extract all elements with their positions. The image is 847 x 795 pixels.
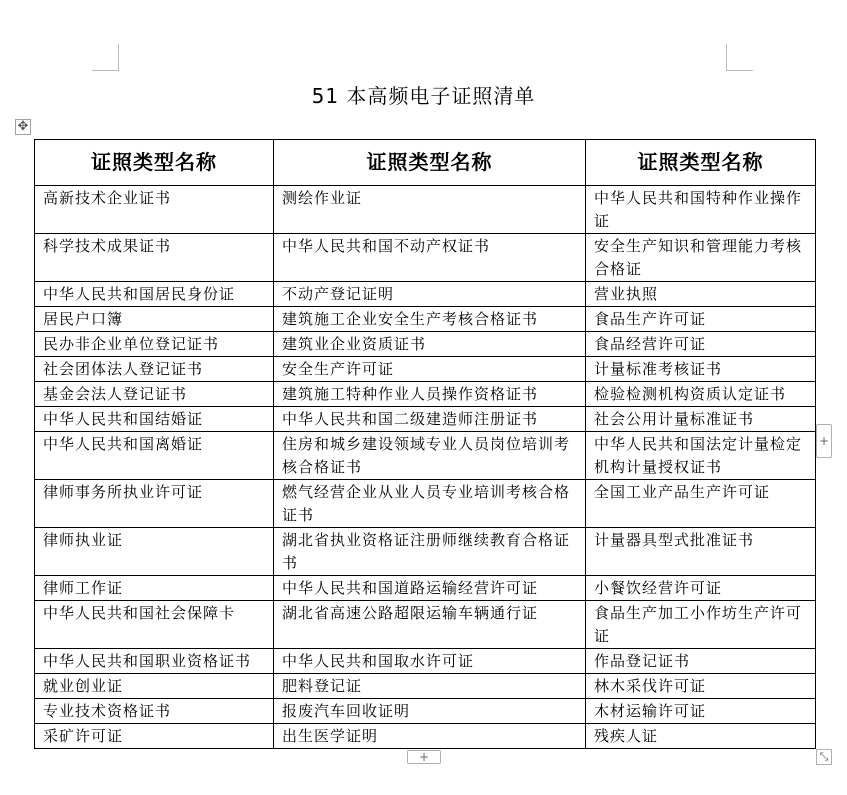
table-cell[interactable]: 专业技术资格证书 — [35, 699, 274, 724]
table-cell[interactable]: 中华人民共和国法定计量检定机构计量授权证书 — [586, 432, 816, 480]
table-cell[interactable]: 肥料登记证 — [274, 674, 586, 699]
table-cell[interactable]: 安全生产许可证 — [274, 357, 586, 382]
crop-mark-top-left — [92, 44, 119, 71]
table-cell[interactable]: 木材运输许可证 — [586, 699, 816, 724]
table-row — [35, 282, 816, 307]
table-cell[interactable]: 建筑施工企业安全生产考核合格证书 — [274, 307, 586, 332]
table-cell[interactable]: 营业执照 — [586, 282, 816, 307]
column-header[interactable]: 证照类型名称 — [274, 140, 586, 186]
column-header[interactable]: 证照类型名称 — [35, 140, 274, 186]
move-icon: ✥ — [17, 119, 29, 134]
table-row — [35, 186, 816, 234]
table-cell[interactable]: 高新技术企业证书 — [35, 186, 274, 234]
table-cell[interactable]: 中华人民共和国取水许可证 — [274, 649, 586, 674]
table-row — [35, 432, 816, 480]
table-cell[interactable]: 民办非企业单位登记证书 — [35, 332, 274, 357]
table-cell[interactable]: 检验检测机构资质认定证书 — [586, 382, 816, 407]
table-row — [35, 307, 816, 332]
table-cell[interactable]: 中华人民共和国职业资格证书 — [35, 649, 274, 674]
table-cell[interactable]: 不动产登记证明 — [274, 282, 586, 307]
crop-mark-top-right — [726, 44, 753, 71]
table-row — [35, 234, 816, 282]
table-row — [35, 332, 816, 357]
plus-icon: + — [818, 434, 830, 448]
table-cell[interactable]: 食品经营许可证 — [586, 332, 816, 357]
table-cell[interactable]: 作品登记证书 — [586, 649, 816, 674]
table-row — [35, 649, 816, 674]
table-cell[interactable]: 建筑施工特种作业人员操作资格证书 — [274, 382, 586, 407]
table-cell[interactable]: 湖北省执业资格证注册师继续教育合格证书 — [274, 528, 586, 576]
add-row-button[interactable] — [407, 750, 441, 764]
document-title: 51 本高频电子证照清单 — [311, 84, 536, 108]
table-cell[interactable]: 报废汽车回收证明 — [274, 699, 586, 724]
table-cell[interactable]: 社会公用计量标准证书 — [586, 407, 816, 432]
table-resize-handle[interactable] — [816, 749, 832, 765]
table-cell[interactable]: 居民户口簿 — [35, 307, 274, 332]
table-cell[interactable]: 中华人民共和国特种作业操作证 — [586, 186, 816, 234]
column-header[interactable]: 证照类型名称 — [586, 140, 816, 186]
table-cell[interactable]: 住房和城乡建设领域专业人员岗位培训考核合格证书 — [274, 432, 586, 480]
table-row — [35, 576, 816, 601]
table-row — [35, 674, 816, 699]
table-cell[interactable]: 林木采伐许可证 — [586, 674, 816, 699]
certificate-table — [34, 139, 816, 749]
table-row — [35, 357, 816, 382]
table-row — [35, 480, 816, 528]
table-cell[interactable]: 科学技术成果证书 — [35, 234, 274, 282]
table-cell[interactable]: 残疾人证 — [586, 724, 816, 749]
table-cell[interactable]: 食品生产许可证 — [586, 307, 816, 332]
table-body — [35, 186, 816, 749]
table-cell[interactable]: 基金会法人登记证书 — [35, 382, 274, 407]
table-cell[interactable]: 中华人民共和国道路运输经营许可证 — [274, 576, 586, 601]
table-move-handle[interactable] — [15, 119, 31, 135]
table-row — [35, 528, 816, 576]
table-cell[interactable]: 社会团体法人登记证书 — [35, 357, 274, 382]
table-cell[interactable]: 中华人民共和国居民身份证 — [35, 282, 274, 307]
table-cell[interactable]: 律师工作证 — [35, 576, 274, 601]
table-row — [35, 699, 816, 724]
plus-icon: + — [418, 750, 430, 764]
table-row — [35, 407, 816, 432]
table-cell[interactable]: 中华人民共和国不动产权证书 — [274, 234, 586, 282]
table-cell[interactable]: 燃气经营企业从业人员专业培训考核合格证书 — [274, 480, 586, 528]
table-cell[interactable]: 就业创业证 — [35, 674, 274, 699]
table-cell[interactable]: 计量器具型式批准证书 — [586, 528, 816, 576]
table-cell[interactable]: 安全生产知识和管理能力考核合格证 — [586, 234, 816, 282]
table-cell[interactable]: 出生医学证明 — [274, 724, 586, 749]
table-cell[interactable]: 测绘作业证 — [274, 186, 586, 234]
table-row — [35, 724, 816, 749]
table-cell[interactable]: 湖北省高速公路超限运输车辆通行证 — [274, 601, 586, 649]
table-cell[interactable]: 建筑业企业资质证书 — [274, 332, 586, 357]
table-cell[interactable]: 中华人民共和国结婚证 — [35, 407, 274, 432]
table-cell[interactable]: 全国工业产品生产许可证 — [586, 480, 816, 528]
table-cell[interactable]: 中华人民共和国社会保障卡 — [35, 601, 274, 649]
table-cell[interactable]: 律师事务所执业许可证 — [35, 480, 274, 528]
table-cell[interactable]: 中华人民共和国离婚证 — [35, 432, 274, 480]
table-header-row — [35, 140, 816, 186]
resize-icon: ⤡ — [819, 750, 829, 763]
add-column-button[interactable] — [816, 424, 832, 458]
table-row — [35, 382, 816, 407]
table-cell[interactable]: 律师执业证 — [35, 528, 274, 576]
table-cell[interactable]: 小餐饮经营许可证 — [586, 576, 816, 601]
table-cell[interactable]: 中华人民共和国二级建造师注册证书 — [274, 407, 586, 432]
table-cell[interactable]: 计量标准考核证书 — [586, 357, 816, 382]
table-cell[interactable]: 采矿许可证 — [35, 724, 274, 749]
table-row — [35, 601, 816, 649]
table-cell[interactable]: 食品生产加工小作坊生产许可证 — [586, 601, 816, 649]
